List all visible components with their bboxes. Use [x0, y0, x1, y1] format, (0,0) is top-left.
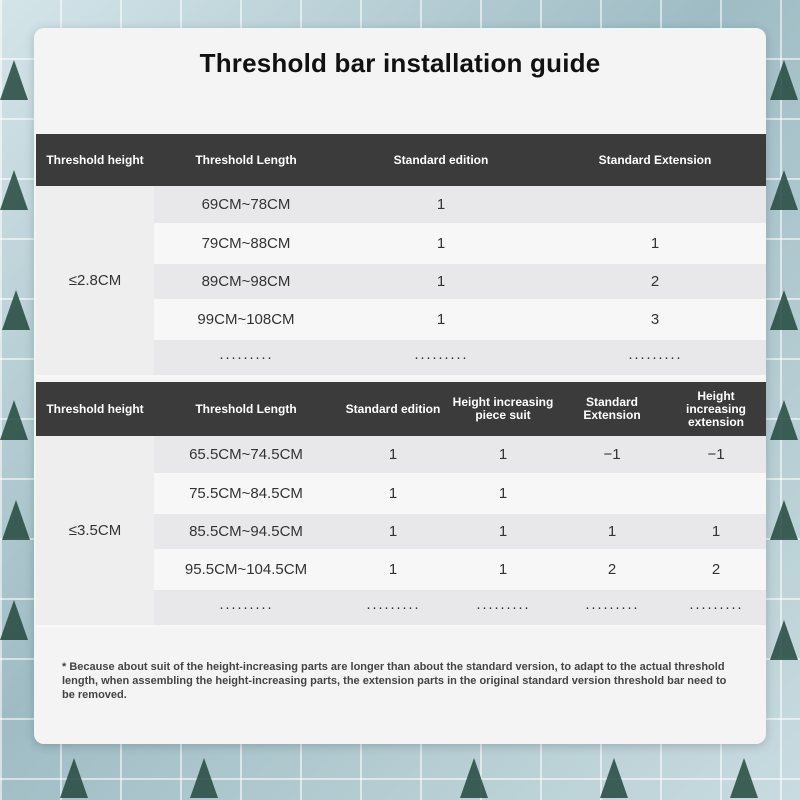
- table-standard: [36, 134, 766, 378]
- height-extension-cell: 1: [666, 512, 766, 550]
- standard-extension-cell: −1: [558, 436, 666, 474]
- standard-edition-cell: 1: [338, 512, 448, 550]
- tree-decoration: [730, 758, 758, 798]
- tree-decoration: [0, 600, 28, 640]
- length-cell: 85.5CM~94.5CM: [154, 512, 338, 550]
- page-title: Threshold bar installation guide: [199, 48, 601, 78]
- tree-decoration: [770, 500, 798, 540]
- height-extension-cell: −1: [666, 436, 766, 474]
- table-header-row: [36, 382, 766, 436]
- ellipsis-cell: ·········: [544, 338, 766, 376]
- length-cell: 75.5CM~84.5CM: [154, 474, 338, 512]
- tree-decoration: [770, 60, 798, 100]
- tree-decoration: [0, 400, 28, 440]
- tree-decoration: [60, 758, 88, 798]
- length-cell: 79CM~88CM: [154, 224, 338, 262]
- length-cell: 95.5CM~104.5CM: [154, 550, 338, 588]
- header-standard-edition: Standard edition: [338, 134, 544, 186]
- length-cell: 69CM~78CM: [154, 186, 338, 224]
- threshold-height-value: ≤3.5CM: [36, 436, 154, 626]
- tree-decoration: [2, 500, 30, 540]
- standard-extension-cell: [544, 186, 766, 224]
- header-standard-extension: Standard Extension: [558, 382, 666, 436]
- table-row: [36, 436, 766, 474]
- length-cell: 65.5CM~74.5CM: [154, 436, 338, 474]
- height-extension-cell: [666, 474, 766, 512]
- height-extension-cell: 2: [666, 550, 766, 588]
- standard-extension-cell: 1: [544, 224, 766, 262]
- standard-edition-cell: 1: [338, 186, 544, 224]
- table-row: [36, 186, 766, 224]
- header-threshold-height: Threshold height: [36, 382, 154, 436]
- standard-extension-cell: 3: [544, 300, 766, 338]
- header-threshold-height: Threshold height: [36, 134, 154, 186]
- tree-decoration: [770, 170, 798, 210]
- standard-edition-cell: 1: [338, 300, 544, 338]
- tree-decoration: [770, 620, 798, 660]
- tree-decoration: [2, 290, 30, 330]
- guide-card: [34, 28, 766, 744]
- header-standard-extension: Standard Extension: [544, 134, 766, 186]
- tree-decoration: [190, 758, 218, 798]
- header-height-increasing-piece-suit: Height increasing piece suit: [448, 382, 558, 436]
- ellipsis-cell: ·········: [666, 588, 766, 626]
- tree-decoration: [0, 60, 28, 100]
- standard-edition-cell: 1: [338, 262, 544, 300]
- header-threshold-length: Threshold Length: [154, 382, 338, 436]
- ellipsis-cell: ·········: [154, 338, 338, 376]
- standard-extension-cell: [558, 474, 666, 512]
- tree-decoration: [0, 170, 28, 210]
- standard-edition-cell: 1: [338, 550, 448, 588]
- footnote: * Because about suit of the height-increasing parts are longer than about the standard version, to adapt to the actual threshold length, when assembling the height-increasing parts, the extension parts in the original standard version threshold bar need to be removed.: [62, 661, 727, 701]
- piece-suit-cell: 1: [448, 436, 558, 474]
- standard-extension-cell: 2: [558, 550, 666, 588]
- header-standard-edition: Standard edition: [338, 382, 448, 436]
- standard-edition-cell: 1: [338, 224, 544, 262]
- tree-decoration: [770, 290, 798, 330]
- header-threshold-length: Threshold Length: [154, 134, 338, 186]
- length-cell: 99CM~108CM: [154, 300, 338, 338]
- ellipsis-cell: ·········: [154, 588, 338, 626]
- ellipsis-cell: ·········: [338, 588, 448, 626]
- threshold-height-value: ≤2.8CM: [36, 186, 154, 376]
- tree-decoration: [770, 400, 798, 440]
- standard-edition-cell: 1: [338, 474, 448, 512]
- ellipsis-cell: ·········: [558, 588, 666, 626]
- ellipsis-cell: ·········: [338, 338, 544, 376]
- tree-decoration: [460, 758, 488, 798]
- header-height-increasing-extension: Height increasing extension: [666, 382, 766, 436]
- ellipsis-cell: ·········: [448, 588, 558, 626]
- piece-suit-cell: 1: [448, 550, 558, 588]
- piece-suit-cell: 1: [448, 474, 558, 512]
- standard-extension-cell: 2: [544, 262, 766, 300]
- standard-extension-cell: 1: [558, 512, 666, 550]
- standard-edition-cell: 1: [338, 436, 448, 474]
- piece-suit-cell: 1: [448, 512, 558, 550]
- tree-decoration: [600, 758, 628, 798]
- table-height-increasing: [36, 382, 766, 628]
- table-header-row: [36, 134, 766, 186]
- length-cell: 89CM~98CM: [154, 262, 338, 300]
